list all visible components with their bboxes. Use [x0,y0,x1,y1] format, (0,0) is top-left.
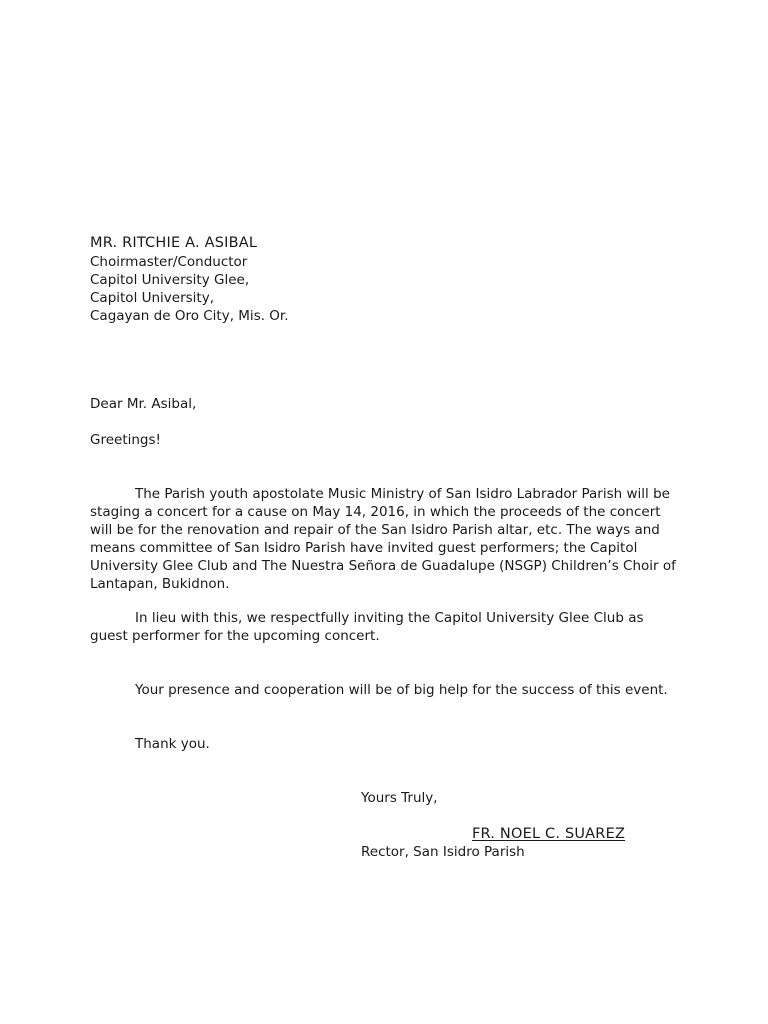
salutation: Dear Mr. Asibal, [90,396,197,412]
body-paragraph-invitation: In lieu with this, we respectfully inviting the Capitol University Glee Club as guest performer for the upcoming concert. [90,610,644,644]
recipient-position: Choirmaster/Conductor [90,254,248,270]
recipient-institution: Capitol University, [90,290,215,306]
recipient-organization: Capitol University Glee, [90,272,250,288]
recipient-address: Cagayan de Oro City, Mis. Or. [90,308,289,324]
signer-name: FR. NOEL C. SUAREZ [472,826,626,842]
recipient-name: MR. RITCHIE A. ASIBAL [90,235,258,251]
signer-title: Rector, San Isidro Parish [361,844,525,860]
thank-you-line: Thank you. [135,736,210,752]
body-paragraph-concert: The Parish youth apostolate Music Ministry of San Isidro Labrador Parish will be staging a concert for a cause on May 14, 2016, in which the proceeds of the concert will be for the renovation and repair of the San Isidro Parish altar, etc. The ways and means committee of San Isidro Parish have invited guest performers; the Capitol University Glee Club and The Nuestra Señora de Guadalupe (NSGP) Children’s Choir of Lantapan, Bukidnon. [90,486,676,592]
body-paragraph-cooperation: Your presence and cooperation will be of big help for the success of this event. [135,682,668,698]
greeting: Greetings! [90,432,161,448]
closing: Yours Truly, [361,790,438,806]
recipient-block [90,233,690,325]
